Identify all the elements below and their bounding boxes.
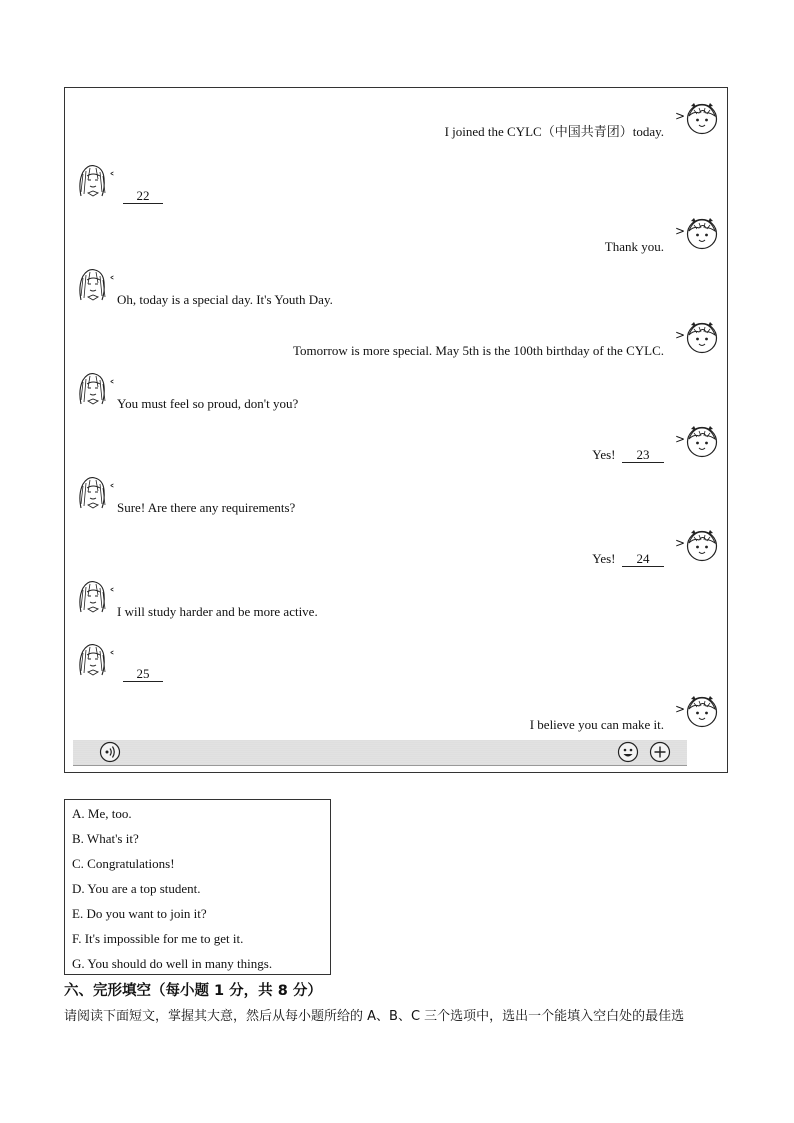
chat-message <box>293 343 664 359</box>
blank-25[interactable]: 25 <box>123 667 163 682</box>
chat-message <box>123 188 163 204</box>
left-pointer-icon: ˂ <box>109 275 115 289</box>
message-text: I will study harder and be more active. <box>117 604 318 619</box>
chat-message <box>445 124 664 140</box>
chat-message <box>117 500 295 516</box>
chat-message <box>117 292 333 308</box>
message-text: I believe you can make it. <box>529 717 664 732</box>
girl-avatar-icon <box>75 266 109 302</box>
chat-message <box>117 396 298 412</box>
girl-avatar-icon <box>685 215 719 251</box>
blank-23[interactable]: 23 <box>622 448 664 463</box>
message-text: Sure! Are there any requirements? <box>117 500 296 515</box>
chat-message <box>123 666 163 682</box>
left-pointer-icon: ˂ <box>109 379 115 393</box>
left-pointer-icon: ˂ <box>109 650 115 664</box>
girl-avatar-icon <box>685 423 719 459</box>
voice-icon[interactable] <box>99 741 121 763</box>
option-c: C. Congratulations! <box>72 856 175 871</box>
message-text: Yes! <box>592 551 616 566</box>
message-text: Tomorrow is more special. May 5th is the 100th birthday of the CYLC. <box>293 343 664 358</box>
left-pointer-icon: ˂ <box>109 587 115 601</box>
option-b: B. What's it? <box>72 831 139 846</box>
chat-message <box>592 551 664 567</box>
message-text: Yes! <box>592 447 616 462</box>
chat-dialog <box>64 87 728 773</box>
emoji-icon[interactable] <box>617 741 639 763</box>
right-pointer-icon: > <box>675 702 686 716</box>
girl-avatar-icon <box>685 319 719 355</box>
girl-avatar-icon <box>75 641 109 677</box>
chat-message <box>592 447 664 463</box>
option-d: D. You are a top student. <box>72 881 201 896</box>
option-g: G. You should do well in many things. <box>72 956 273 971</box>
chat-toolbar <box>73 740 687 766</box>
girl-avatar-icon <box>75 474 109 510</box>
message-text: You must feel so proud, don't you? <box>117 396 299 411</box>
chat-message <box>530 717 664 733</box>
option-a: A. Me, too. <box>72 806 132 821</box>
girl-avatar-icon <box>75 370 109 406</box>
left-pointer-icon: ˂ <box>109 171 115 185</box>
right-pointer-icon: > <box>675 536 686 550</box>
blank-24[interactable]: 24 <box>622 552 664 567</box>
right-pointer-icon: > <box>675 109 686 123</box>
right-pointer-icon: > <box>675 432 686 446</box>
message-text: Oh, today is a special day. It's Youth Day. <box>117 292 333 307</box>
plus-icon[interactable] <box>649 741 671 763</box>
option-f: F. It's impossible for me to get it. <box>72 931 244 946</box>
girl-avatar-icon <box>685 693 719 729</box>
message-text: I joined the CYLC（中国共青团）today. <box>444 124 664 139</box>
girl-avatar-icon <box>75 162 109 198</box>
answer-options <box>64 799 331 975</box>
girl-avatar-icon <box>75 578 109 614</box>
section-heading: 六、完形填空（每小题 1 分，共 8 分） <box>64 983 322 999</box>
chat-message <box>605 239 664 255</box>
option-e: E. Do you want to join it? <box>72 906 207 921</box>
blank-22[interactable]: 22 <box>123 189 163 204</box>
left-pointer-icon: ˂ <box>109 483 115 497</box>
girl-avatar-icon <box>685 527 719 563</box>
chat-message <box>117 604 318 620</box>
message-text: Thank you. <box>604 239 664 254</box>
right-pointer-icon: > <box>675 224 686 238</box>
right-pointer-icon: > <box>675 328 686 342</box>
section-instruction: 请阅读下面短文，掌握其大意，然后从每小题所给的 A、B、C 三个选项中，选出一个能填入空白处的最佳选 <box>64 1009 685 1024</box>
girl-avatar-icon <box>685 100 719 136</box>
